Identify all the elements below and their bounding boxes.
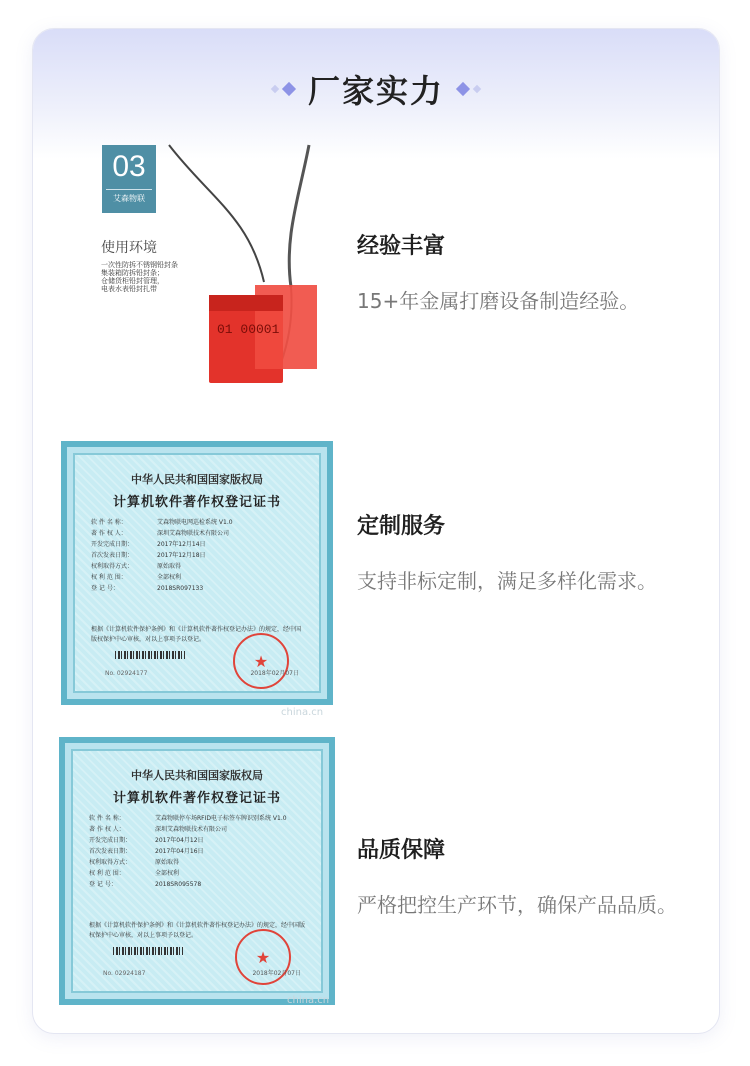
feature-text <box>357 833 697 921</box>
factory-strength-card <box>32 28 720 1034</box>
section-title-bar <box>33 67 719 111</box>
cert-issuer: 中华人民共和国国家版权局 <box>131 473 263 486</box>
barcode <box>113 947 183 955</box>
product-image <box>59 137 339 392</box>
watermark: china.cn <box>287 995 330 1006</box>
cert-title: 计算机软件著作权登记证书 <box>112 791 281 806</box>
svg-text:01 00001: 01 00001 <box>217 322 280 337</box>
cert-note: 根据《计算机软件保护条例》和《计算机软件著作权登记办法》的规定，经中国版权保护中心审核，对以上事项予以登记。 <box>91 626 302 643</box>
cert-title: 计算机软件著作权登记证书 <box>112 495 281 510</box>
usage-environment-list: 一次性防拆不锈钢铅封条 集装箱防拆铅封条； 仓储货柜铅封管理， 电表水表铅封扎带 <box>101 261 178 293</box>
feature-text <box>357 509 697 597</box>
red-seal-tag-illustration <box>59 137 339 392</box>
feature-description: 支持非标定制，满足多样化需求。 <box>357 569 657 593</box>
cert-number: No. 02924187 <box>103 970 146 977</box>
feature-description: 15+年金属打磨设备制造经验。 <box>357 289 640 313</box>
section-title: 厂家实力 <box>307 72 444 110</box>
feature-text <box>357 229 697 317</box>
feature-title: 经验丰富 <box>357 234 446 259</box>
watermark: china.cn <box>281 707 324 718</box>
cert-number: No. 02924177 <box>105 670 148 677</box>
feature-title: 定制服务 <box>357 514 446 539</box>
barcode <box>115 651 185 659</box>
left-diamond-decoration <box>272 84 294 94</box>
copyright-certificate-2 <box>59 737 335 1005</box>
cert-date: 2018年02月07日 <box>250 670 299 677</box>
cert-note: 根据《计算机软件保护条例》和《计算机软件著作权登记办法》的规定，经中国版权保护中心审核，对以上事项予以登记。 <box>89 922 306 939</box>
right-diamond-decoration <box>458 84 480 94</box>
number-badge: 03 艾森物联 <box>102 145 156 213</box>
feature-description: 严格把控生产环节，确保产品品质。 <box>357 893 677 917</box>
cert-date: 2018年02月07日 <box>252 970 301 977</box>
cert-issuer: 中华人民共和国国家版权局 <box>131 769 263 782</box>
cert-fields: 软 件 名 称： 艾森物联电网巡检系统 V1.0 著 作 权 人： 深圳艾森物联技术有限公司 开发完成日期： 2017年12月14日 首次发表日期： 2017年12月18日 权利取得方式： 原始取得 权 利 范 围： 全部权利 登 记 号： 2018SR097133 <box>91 519 233 592</box>
usage-environment-title: 使用环境 <box>101 240 157 256</box>
feature-title: 品质保障 <box>357 838 446 863</box>
official-seal-icon: ★ <box>233 633 289 689</box>
copyright-certificate-1 <box>61 441 333 718</box>
official-seal-icon: ★ <box>235 929 291 985</box>
cert-fields: 软 件 名 称： 艾森物联停车场RFID电子标签车牌识别系统 V1.0 著 作 权 人： 深圳艾森物联技术有限公司 开发完成日期： 2017年04月12日 首次发表日期： 2017年04月16日 权利取得方式： 原始取得 权 利 范 围： 全部权利 登 记 号： 2018SR095578 <box>89 815 287 888</box>
